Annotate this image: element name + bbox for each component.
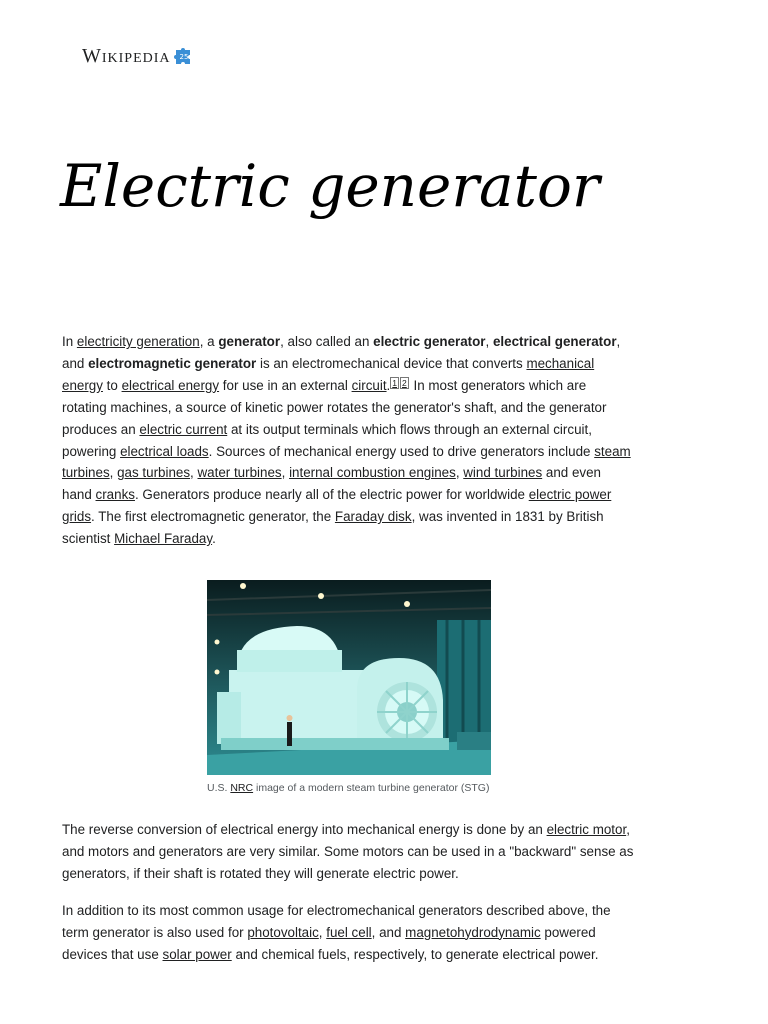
bold-term: electric generator [373,334,486,349]
link-electric-current[interactable]: electric current [139,421,228,437]
puzzle-globe-icon [173,45,195,67]
figure-caption: U.S. NRC image of a modern steam turbine generator (STG) [207,782,490,795]
link-faraday-disk[interactable]: Faraday disk [334,509,412,525]
link-nrc[interactable]: NRC [230,782,254,795]
link-wind-turbines[interactable]: wind turbines [463,465,543,481]
logo-badge-text: 25 [179,53,189,61]
link-michael-faraday[interactable]: Michael Faraday [114,531,213,547]
logo-wordmark: Wikipedia [82,45,171,67]
reference-2[interactable]: 2 [402,377,407,388]
link-electric-motor[interactable]: electric motor [546,822,627,838]
figure-steam-turbine [207,580,491,795]
link-fuel-cell[interactable]: fuel cell [326,924,372,940]
link-water-turbines[interactable]: water turbines [197,465,282,481]
paragraph-reverse-conversion: The reverse conversion of electrical energy into mechanical energy is done by an electric motor, and motors and generators are very similar. Some motors can be used in a "backward" sense as generators, if their shaft is rotated they will generate electric power. [62,822,634,881]
page-title: Electric generator [60,152,600,220]
wikipedia-logo[interactable] [82,42,195,70]
link-solar-power[interactable]: solar power [162,946,232,962]
paragraph-other-usage: In addition to its most common usage for electromechanical generators described above, the term generator is also used for photovoltaic, fuel cell, and magnetohydrodynamic powered devices that use solar power and chemical fuels, respectively, to generate electrical power. [62,902,611,962]
paragraph-intro: In electricity generation, a generator, also called an electric generator, electrical generator, and electromagnetic generator is an electromechanical device that converts mechanical energy to electrical energy for use in an external circuit. $^{1 2}$ In most generators which are rotating machines, a source of kinetic power rotates the generator's shaft, and the generator produces an electric current at its output terminals which flows through an external circuit, powering electrical loads. Sources of mechanical energy used to drive generators include steam turbines, gas turbines, water turbines, internal combustion engines, wind turbines and even hand cranks. Generators produce nearly all of the electric power for worldwide electric power grids. The first electromagnetic generator, the Faraday disk, was invented in 1831 by British scientist Michael Faraday. [62,334,631,547]
link-cranks[interactable]: cranks [95,487,135,503]
reference-1[interactable]: 1 [392,377,398,388]
bold-term: electrical generator [492,334,617,349]
bold-term: electromagnetic generator [88,355,257,371]
link-electrical-loads[interactable]: electrical loads [120,443,209,459]
bold-term: generator [218,334,281,349]
link-electric-power-grids[interactable]: electric power grids [62,487,612,525]
link-gas-turbines[interactable]: gas turbines [117,465,191,481]
link-mechanical-energy[interactable]: mechanical energy [62,355,595,393]
article-body [62,331,634,966]
link-circuit[interactable]: circuit [351,377,387,393]
link-internal-combustion-engines[interactable]: internal combustion engines [289,465,456,481]
steam-turbine-generator-image[interactable] [207,580,491,775]
link-electricity-generation[interactable]: electricity generation [76,334,200,349]
link-photovoltaic[interactable]: photovoltaic [247,924,319,940]
link-steam-turbines[interactable]: steam turbines [62,443,631,481]
link-magnetohydrodynamic[interactable]: magnetohydrodynamic [405,924,541,940]
link-electrical-energy[interactable]: electrical energy [121,377,220,393]
